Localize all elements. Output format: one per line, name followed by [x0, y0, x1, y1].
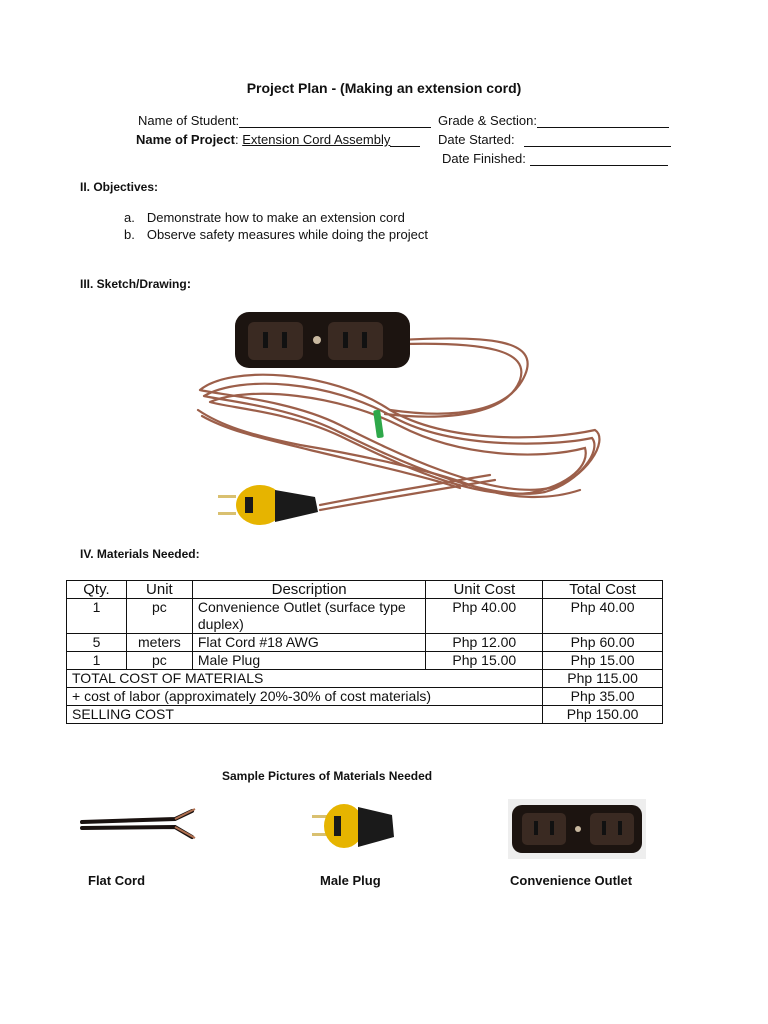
- project-name-field: [136, 132, 420, 147]
- table-cell: 5: [67, 634, 127, 652]
- objective-marker: b.: [124, 227, 135, 242]
- project-name-blank: [390, 133, 420, 147]
- materials-table: [66, 580, 663, 724]
- column-header: Unit: [126, 581, 192, 599]
- materials-heading: IV. Materials Needed:: [80, 547, 200, 561]
- convenience-outlet-caption: Convenience Outlet: [510, 873, 633, 888]
- project-name-value: Extension Cord Assembly: [242, 132, 391, 147]
- convenience-outlet-image: [508, 799, 646, 859]
- student-name-label: Name of Student:: [138, 113, 240, 128]
- sketch-heading-colon: :: [186, 276, 192, 291]
- table-cell: Php 15.00: [543, 652, 663, 670]
- table-row: [67, 599, 663, 634]
- objective-text: Observe safety measures while doing the project: [146, 227, 428, 242]
- samples-heading: Sample Pictures of Materials Needed: [222, 769, 433, 783]
- table-cell: Php 115.00: [543, 670, 663, 688]
- table-cell: 1: [67, 652, 127, 670]
- table-header-row: [67, 581, 663, 599]
- project-name-colon: :: [234, 132, 243, 147]
- table-cell: Php 40.00: [426, 599, 543, 634]
- grade-section-label: Grade & Section:: [438, 113, 537, 128]
- table-cell: pc: [126, 652, 192, 670]
- table-cell: SELLING COST: [67, 706, 543, 724]
- objective-item: [124, 227, 428, 242]
- grade-section-field: [438, 113, 669, 128]
- table-cell: Php 150.00: [543, 706, 663, 724]
- table-cell: Flat Cord #18 AWG: [192, 634, 426, 652]
- objective-text: Demonstrate how to make an extension cord: [146, 210, 405, 225]
- flat-cord-caption: Flat Cord: [88, 873, 146, 888]
- sketch-heading-text: III. Sketch/Drawing: [80, 277, 187, 291]
- table-cell: Php 12.00: [426, 634, 543, 652]
- date-finished-label: Date Finished:: [442, 151, 526, 166]
- column-header: Description: [192, 581, 426, 599]
- table-total-row: [67, 670, 663, 688]
- table-cell: Php 60.00: [543, 634, 663, 652]
- male-plug-caption: Male Plug: [320, 873, 381, 888]
- column-header: Total Cost: [543, 581, 663, 599]
- objective-marker: a.: [124, 210, 135, 225]
- date-finished-field: [442, 151, 668, 166]
- student-name-field: [138, 113, 431, 128]
- column-header: Qty.: [67, 581, 127, 599]
- table-cell: Male Plug: [192, 652, 426, 670]
- table-cell: + cost of labor (approximately 20%-30% of cost materials): [67, 688, 543, 706]
- grade-section-blank[interactable]: [537, 114, 669, 128]
- date-started-field: [438, 132, 671, 147]
- table-cell: meters: [126, 634, 192, 652]
- table-row: [67, 634, 663, 652]
- table-cell: pc: [126, 599, 192, 634]
- table-cell: Convenience Outlet (surface type duplex): [192, 599, 426, 634]
- table-cell: Php 40.00: [543, 599, 663, 634]
- date-finished-blank[interactable]: [530, 152, 668, 166]
- flat-cord-image: [80, 805, 200, 845]
- project-name-label: Name of Project: [136, 132, 235, 147]
- page-title: Project Plan - (Making an extension cord): [246, 80, 522, 96]
- male-plug-image: [310, 797, 400, 857]
- table-total-row: [67, 706, 663, 724]
- date-started-label: Date Started:: [438, 132, 515, 147]
- table-total-row: [67, 688, 663, 706]
- table-row: [67, 652, 663, 670]
- objectives-heading: II. Objectives:: [80, 180, 159, 194]
- table-cell: Php 35.00: [543, 688, 663, 706]
- column-header: Unit Cost: [426, 581, 543, 599]
- table-cell: Php 15.00: [426, 652, 543, 670]
- sketch-heading: [80, 276, 191, 291]
- extension-cord-image: [190, 300, 610, 535]
- date-started-blank[interactable]: [524, 133, 671, 147]
- table-cell: 1: [67, 599, 127, 634]
- table-cell: TOTAL COST OF MATERIALS: [67, 670, 543, 688]
- objective-item: [124, 210, 405, 225]
- student-name-blank[interactable]: [239, 114, 431, 128]
